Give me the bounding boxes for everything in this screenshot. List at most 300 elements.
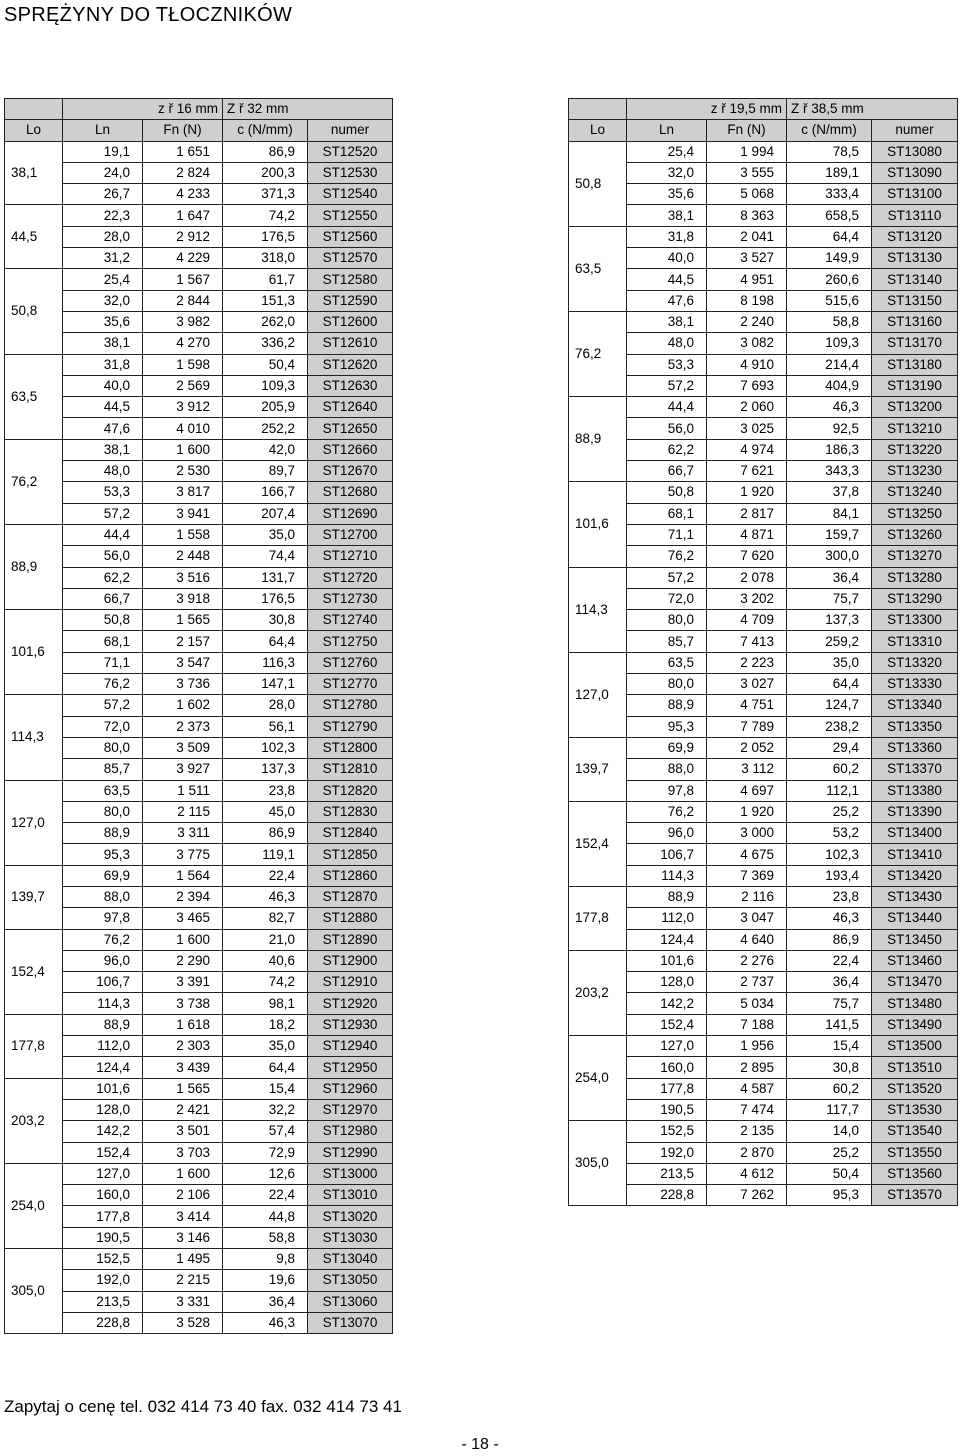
lo-cell: 127,0: [569, 652, 627, 737]
lo-cell: 152,4: [5, 929, 63, 1014]
table-row: [5, 950, 393, 971]
fn-cell: 3 775: [143, 844, 223, 865]
ln-cell: 53,3: [63, 482, 143, 503]
ln-cell: 38,1: [63, 439, 143, 460]
ln-cell: 128,0: [63, 1099, 143, 1120]
fn-cell: 2 157: [143, 631, 223, 652]
numer-cell: ST13030: [308, 1227, 393, 1248]
numer-cell: ST13480: [872, 993, 958, 1014]
c-cell: 141,5: [787, 1014, 872, 1035]
c-cell: 147,1: [223, 674, 308, 695]
numer-cell: ST12520: [308, 141, 393, 162]
c-cell: 61,7: [223, 269, 308, 290]
c-cell: 72,9: [223, 1142, 308, 1163]
numer-cell: ST12950: [308, 1057, 393, 1078]
c-cell: 112,1: [787, 780, 872, 801]
ln-cell: 31,8: [63, 354, 143, 375]
ln-cell: 152,4: [627, 1014, 707, 1035]
column-header-lo: Lo: [5, 120, 63, 141]
ln-cell: 106,7: [627, 844, 707, 865]
fn-cell: 2 240: [707, 311, 787, 332]
ln-cell: 76,2: [63, 674, 143, 695]
fn-cell: 3 027: [707, 674, 787, 695]
numer-cell: ST12680: [308, 482, 393, 503]
ln-cell: 24,0: [63, 162, 143, 183]
table-row: [569, 1163, 958, 1184]
lo-cell: 139,7: [569, 737, 627, 801]
fn-cell: 2 052: [707, 737, 787, 758]
c-cell: 58,8: [787, 311, 872, 332]
ln-cell: 101,6: [627, 950, 707, 971]
ln-cell: 88,9: [627, 695, 707, 716]
table-row: [5, 652, 393, 673]
ln-cell: 88,9: [627, 886, 707, 907]
c-cell: 35,0: [223, 524, 308, 545]
ln-cell: 101,6: [63, 1078, 143, 1099]
fn-cell: 4 010: [143, 418, 223, 439]
table-row: [5, 1227, 393, 1248]
c-cell: 23,8: [223, 780, 308, 801]
numer-cell: ST12740: [308, 610, 393, 631]
c-cell: 166,7: [223, 482, 308, 503]
ln-cell: 35,6: [627, 184, 707, 205]
fn-cell: 2 824: [143, 162, 223, 183]
c-cell: 186,3: [787, 439, 872, 460]
table-row: [569, 631, 958, 652]
fn-cell: 3 547: [143, 652, 223, 673]
numer-cell: ST13270: [872, 546, 958, 567]
ln-cell: 97,8: [63, 908, 143, 929]
ln-cell: 66,7: [627, 461, 707, 482]
table-row: [5, 716, 393, 737]
fn-cell: 2 817: [707, 503, 787, 524]
fn-cell: 2 895: [707, 1057, 787, 1078]
ln-cell: 56,0: [627, 418, 707, 439]
table-row: [569, 972, 958, 993]
fn-cell: 3 000: [707, 823, 787, 844]
fn-cell: 4 697: [707, 780, 787, 801]
ln-cell: 38,1: [627, 311, 707, 332]
numer-cell: ST13050: [308, 1270, 393, 1291]
fn-cell: 2 870: [707, 1142, 787, 1163]
fn-cell: 4 270: [143, 333, 223, 354]
ln-cell: 62,2: [63, 567, 143, 588]
ln-cell: 63,5: [627, 652, 707, 673]
c-cell: 9,8: [223, 1249, 308, 1270]
fn-cell: 3 555: [707, 162, 787, 183]
column-header-numer: numer: [872, 120, 958, 141]
ln-cell: 68,1: [627, 503, 707, 524]
ln-cell: 152,5: [63, 1249, 143, 1270]
numer-cell: ST13430: [872, 886, 958, 907]
lo-cell: 254,0: [5, 1163, 63, 1248]
page-title: SPRĘŻYNY DO TŁOCZNIKÓW: [4, 4, 293, 26]
numer-cell: ST13450: [872, 929, 958, 950]
ln-cell: 228,8: [627, 1185, 707, 1206]
column-header-c: c (N/mm): [787, 120, 872, 141]
numer-cell: ST13190: [872, 375, 958, 396]
fn-cell: 3 146: [143, 1227, 223, 1248]
table-row: [5, 886, 393, 907]
numer-cell: ST12540: [308, 184, 393, 205]
c-cell: 50,4: [787, 1163, 872, 1184]
ln-cell: 127,0: [627, 1036, 707, 1057]
column-header-row: [569, 120, 958, 141]
table-row: [5, 524, 393, 545]
c-cell: 46,3: [223, 886, 308, 907]
ln-cell: 114,3: [63, 993, 143, 1014]
numer-cell: ST13360: [872, 737, 958, 758]
table-row: [569, 226, 958, 247]
ln-cell: 152,5: [627, 1121, 707, 1142]
c-cell: 252,2: [223, 418, 308, 439]
table-row: [569, 716, 958, 737]
spring-table-right: [568, 98, 958, 1206]
c-cell: 58,8: [223, 1227, 308, 1248]
c-cell: 371,3: [223, 184, 308, 205]
c-cell: 46,3: [787, 397, 872, 418]
fn-cell: 4 612: [707, 1163, 787, 1184]
numer-cell: ST12930: [308, 1014, 393, 1035]
lo-cell: 76,2: [569, 311, 627, 396]
numer-cell: ST13110: [872, 205, 958, 226]
page-number: - 18 -: [461, 1436, 499, 1453]
ln-cell: 80,0: [63, 801, 143, 822]
numer-cell: ST13560: [872, 1163, 958, 1184]
fn-cell: 2 844: [143, 290, 223, 311]
numer-cell: ST13490: [872, 1014, 958, 1035]
ln-cell: 44,4: [63, 524, 143, 545]
table-row: [5, 610, 393, 631]
c-cell: 149,9: [787, 248, 872, 269]
table-row: [569, 162, 958, 183]
numer-cell: ST12830: [308, 801, 393, 822]
ln-cell: 31,2: [63, 248, 143, 269]
ln-cell: 152,4: [63, 1142, 143, 1163]
fn-cell: 3 817: [143, 482, 223, 503]
numer-cell: ST12810: [308, 759, 393, 780]
fn-cell: 1 994: [707, 141, 787, 162]
fn-cell: 4 974: [707, 439, 787, 460]
c-cell: 336,2: [223, 333, 308, 354]
ln-cell: 38,1: [63, 333, 143, 354]
c-cell: 189,1: [787, 162, 872, 183]
ln-cell: 19,1: [63, 141, 143, 162]
table-row: [5, 1249, 393, 1270]
ln-cell: 25,4: [63, 269, 143, 290]
table-row: [5, 333, 393, 354]
range-empty-cell: [569, 99, 627, 120]
table-row: [569, 1121, 958, 1142]
c-cell: 22,4: [223, 865, 308, 886]
ln-cell: 71,1: [627, 524, 707, 545]
c-cell: 102,3: [787, 844, 872, 865]
fn-cell: 3 527: [707, 248, 787, 269]
c-cell: 300,0: [787, 546, 872, 567]
c-cell: 137,3: [787, 610, 872, 631]
fn-cell: 1 651: [143, 141, 223, 162]
c-cell: 32,2: [223, 1099, 308, 1120]
table-row: [569, 503, 958, 524]
ln-cell: 96,0: [63, 950, 143, 971]
fn-cell: 2 060: [707, 397, 787, 418]
fn-cell: 3 439: [143, 1057, 223, 1078]
c-cell: 64,4: [787, 674, 872, 695]
c-cell: 60,2: [787, 759, 872, 780]
numer-cell: ST12670: [308, 461, 393, 482]
table-row: [5, 205, 393, 226]
fn-cell: 1 495: [143, 1249, 223, 1270]
numer-cell: ST13440: [872, 908, 958, 929]
lo-cell: 203,2: [569, 950, 627, 1035]
table-row: [569, 737, 958, 758]
c-cell: 36,4: [787, 567, 872, 588]
ln-cell: 32,0: [627, 162, 707, 183]
table-row: [569, 546, 958, 567]
c-cell: 15,4: [223, 1078, 308, 1099]
c-cell: 205,9: [223, 397, 308, 418]
c-cell: 40,6: [223, 950, 308, 971]
ln-cell: 192,0: [63, 1270, 143, 1291]
fn-cell: 4 751: [707, 695, 787, 716]
ln-cell: 88,9: [63, 1014, 143, 1035]
table-row: [5, 1206, 393, 1227]
fn-cell: 3 202: [707, 588, 787, 609]
numer-cell: ST13140: [872, 269, 958, 290]
lo-cell: 101,6: [5, 610, 63, 695]
fn-cell: 2 276: [707, 950, 787, 971]
fn-cell: 1 558: [143, 524, 223, 545]
table-row: [5, 354, 393, 375]
fn-cell: 2 223: [707, 652, 787, 673]
fn-cell: 4 709: [707, 610, 787, 631]
c-cell: 109,3: [787, 333, 872, 354]
c-cell: 45,0: [223, 801, 308, 822]
fn-cell: 2 215: [143, 1270, 223, 1291]
numer-cell: ST13410: [872, 844, 958, 865]
numer-cell: ST12730: [308, 588, 393, 609]
numer-cell: ST12620: [308, 354, 393, 375]
table-row: [569, 780, 958, 801]
ln-cell: 76,2: [627, 801, 707, 822]
lo-cell: 88,9: [5, 524, 63, 609]
fn-cell: 1 600: [143, 439, 223, 460]
fn-cell: 8 198: [707, 290, 787, 311]
numer-cell: ST12750: [308, 631, 393, 652]
numer-cell: ST13310: [872, 631, 958, 652]
numer-cell: ST13530: [872, 1099, 958, 1120]
c-cell: 28,0: [223, 695, 308, 716]
numer-cell: ST12790: [308, 716, 393, 737]
fn-cell: 3 941: [143, 503, 223, 524]
ln-cell: 72,0: [63, 716, 143, 737]
fn-cell: 3 918: [143, 588, 223, 609]
fn-cell: 1 565: [143, 1078, 223, 1099]
table-row: [5, 567, 393, 588]
lo-cell: 50,8: [569, 141, 627, 226]
fn-cell: 3 927: [143, 759, 223, 780]
lo-cell: 139,7: [5, 865, 63, 929]
fn-cell: 1 956: [707, 1036, 787, 1057]
fn-cell: 2 569: [143, 375, 223, 396]
ln-cell: 56,0: [63, 546, 143, 567]
numer-cell: ST13070: [308, 1312, 393, 1333]
ln-cell: 177,8: [63, 1206, 143, 1227]
ln-cell: 57,2: [63, 503, 143, 524]
ln-cell: 53,3: [627, 354, 707, 375]
ln-cell: 80,0: [63, 737, 143, 758]
c-cell: 15,4: [787, 1036, 872, 1057]
fn-cell: 3 736: [143, 674, 223, 695]
c-cell: 84,1: [787, 503, 872, 524]
table-row: [5, 631, 393, 652]
table-row: [5, 844, 393, 865]
table-row: [569, 1099, 958, 1120]
table-row: [569, 397, 958, 418]
c-cell: 74,2: [223, 205, 308, 226]
table-row: [5, 1163, 393, 1184]
table-row: [5, 674, 393, 695]
table-row: [569, 950, 958, 971]
ln-cell: 85,7: [627, 631, 707, 652]
numer-cell: ST12960: [308, 1078, 393, 1099]
c-cell: 116,3: [223, 652, 308, 673]
ln-cell: 213,5: [63, 1291, 143, 1312]
ln-cell: 44,5: [63, 397, 143, 418]
fn-cell: 3 703: [143, 1142, 223, 1163]
numer-cell: ST13020: [308, 1206, 393, 1227]
table-row: [5, 482, 393, 503]
c-cell: 86,9: [223, 141, 308, 162]
numer-cell: ST13150: [872, 290, 958, 311]
fn-cell: 1 511: [143, 780, 223, 801]
table-row: [5, 397, 393, 418]
table-row: [5, 290, 393, 311]
table-row: [5, 226, 393, 247]
c-cell: 207,4: [223, 503, 308, 524]
numer-cell: ST12690: [308, 503, 393, 524]
numer-cell: ST13550: [872, 1142, 958, 1163]
c-cell: 44,8: [223, 1206, 308, 1227]
fn-cell: 3 414: [143, 1206, 223, 1227]
lo-cell: 305,0: [569, 1121, 627, 1206]
table-row: [569, 993, 958, 1014]
column-header-row: [5, 120, 393, 141]
fn-cell: 3 912: [143, 397, 223, 418]
numer-cell: ST13290: [872, 588, 958, 609]
table-row: [5, 1142, 393, 1163]
table-row: [569, 375, 958, 396]
numer-cell: ST13180: [872, 354, 958, 375]
table-row: [5, 503, 393, 524]
numer-cell: ST12840: [308, 823, 393, 844]
table-row: [569, 418, 958, 439]
numer-cell: ST12860: [308, 865, 393, 886]
ln-cell: 69,9: [63, 865, 143, 886]
ln-cell: 112,0: [627, 908, 707, 929]
fn-cell: 3 528: [143, 1312, 223, 1333]
ln-cell: 72,0: [627, 588, 707, 609]
table-row: [5, 695, 393, 716]
numer-cell: ST13040: [308, 1249, 393, 1270]
table-row: [569, 205, 958, 226]
ln-cell: 69,9: [627, 737, 707, 758]
column-header-c: c (N/mm): [223, 120, 308, 141]
c-cell: 57,4: [223, 1121, 308, 1142]
c-cell: 22,4: [787, 950, 872, 971]
fn-cell: 1 564: [143, 865, 223, 886]
c-cell: 333,4: [787, 184, 872, 205]
c-cell: 30,8: [787, 1057, 872, 1078]
c-cell: 98,1: [223, 993, 308, 1014]
c-cell: 35,0: [223, 1036, 308, 1057]
c-cell: 46,3: [787, 908, 872, 929]
table-row: [569, 1057, 958, 1078]
c-cell: 74,2: [223, 972, 308, 993]
numer-cell: ST12910: [308, 972, 393, 993]
ln-cell: 40,0: [63, 375, 143, 396]
fn-cell: 2 530: [143, 461, 223, 482]
c-cell: 64,4: [787, 226, 872, 247]
table-row: [569, 929, 958, 950]
fn-cell: 2 290: [143, 950, 223, 971]
ln-cell: 47,6: [63, 418, 143, 439]
column-header-numer: numer: [308, 120, 393, 141]
ln-cell: 76,2: [627, 546, 707, 567]
table-row: [569, 886, 958, 907]
ln-cell: 47,6: [627, 290, 707, 311]
numer-cell: ST13230: [872, 461, 958, 482]
table-row: [569, 269, 958, 290]
numer-cell: ST12920: [308, 993, 393, 1014]
ln-cell: 213,5: [627, 1163, 707, 1184]
fn-cell: 2 912: [143, 226, 223, 247]
numer-cell: ST13320: [872, 652, 958, 673]
ln-cell: 95,3: [63, 844, 143, 865]
ln-cell: 76,2: [63, 929, 143, 950]
table-row: [5, 546, 393, 567]
table-row: [5, 311, 393, 332]
ln-cell: 57,2: [63, 695, 143, 716]
table-row: [5, 418, 393, 439]
table-row: [5, 248, 393, 269]
numer-cell: ST13300: [872, 610, 958, 631]
ln-cell: 97,8: [627, 780, 707, 801]
fn-cell: 7 789: [707, 716, 787, 737]
c-cell: 46,3: [223, 1312, 308, 1333]
numer-cell: ST12770: [308, 674, 393, 695]
c-cell: 22,4: [223, 1185, 308, 1206]
lo-cell: 152,4: [569, 801, 627, 886]
fn-cell: 4 910: [707, 354, 787, 375]
numer-cell: ST13120: [872, 226, 958, 247]
c-cell: 318,0: [223, 248, 308, 269]
fn-cell: 3 082: [707, 333, 787, 354]
lo-cell: 114,3: [5, 695, 63, 780]
c-cell: 53,2: [787, 823, 872, 844]
fn-cell: 1 647: [143, 205, 223, 226]
c-cell: 42,0: [223, 439, 308, 460]
c-cell: 109,3: [223, 375, 308, 396]
fn-cell: 5 034: [707, 993, 787, 1014]
numer-cell: ST13090: [872, 162, 958, 183]
table-row: [569, 801, 958, 822]
numer-cell: ST12610: [308, 333, 393, 354]
c-cell: 82,7: [223, 908, 308, 929]
numer-cell: ST12630: [308, 375, 393, 396]
range-empty-cell: [5, 99, 63, 120]
c-cell: 36,4: [787, 972, 872, 993]
